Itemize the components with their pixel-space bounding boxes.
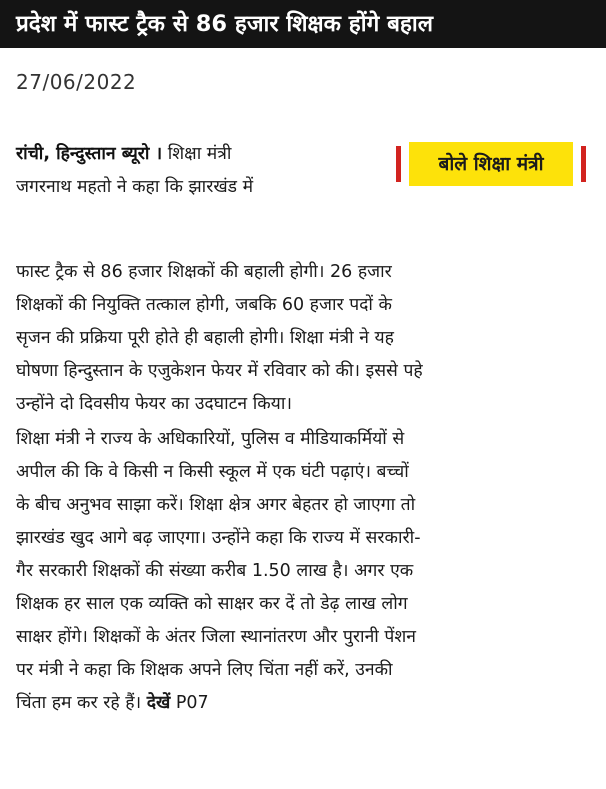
paragraph-last-line [16,687,596,720]
intro-line-rest: शिक्षा मंत्री [162,144,232,164]
paragraph-line: घोषणा हिन्दुस्तान के एजुकेशन फेयर में रविवार को की। इससे पहे [16,361,423,381]
paragraph-line: शिक्षा मंत्री ने राज्य के अधिकारियों, पुलिस व मीडियाकर्मियों से [16,429,405,449]
paragraph-line: पर मंत्री ने कहा कि शिक्षक अपने लिए चिंता नहीं करें, उनकी [16,660,393,680]
badge-label: बोले शिक्षा मंत्री [409,142,573,186]
column-badge [396,142,586,186]
paragraph-line: साक्षर होंगे। शिक्षकों के अंतर जिला स्थानांतरण और पुरानी पेंशन [16,627,416,647]
see-label: देखें [146,693,171,713]
paragraph-line: शिक्षक हर साल एक व्यक्ति को साक्षर कर दें तो डेढ़ लाख लोग [16,594,408,614]
paragraph-line: फास्ट ट्रैक से 86 हजार शिक्षकों की बहाली होगी। 26 हजार [16,262,392,282]
intro-line [16,138,376,171]
paragraph-line: के बीच अनुभव साझा करें। शिक्षा क्षेत्र अगर बेहतर हो जाएगा तो [16,495,416,515]
intro-text [16,138,376,204]
paragraph-line: गैर सरकारी शिक्षकों की संख्या करीब 1.50 लाख है। अगर एक [16,561,414,581]
paragraph-line: शिक्षकों की नियुक्ति तत्काल होगी, जबकि 60 हजार पदों के [16,295,392,315]
badge-right-bar [581,146,586,182]
paragraph-2 [16,423,596,720]
badge-left-bar [396,146,401,182]
paragraph-1 [16,256,596,421]
paragraph-line: उन्होंने दो दिवसीय फेयर का उदघाटन किया। [16,394,292,414]
paragraph-line: झारखंड खुद आगे बढ़ जाएगा। उन्होंने कहा कि राज्य में सरकारी- [16,528,421,548]
paragraph-last-text: चिंता हम कर रहे हैं। [16,693,147,713]
page-reference: P07 [170,693,209,713]
headline: प्रदेश में फास्ट ट्रैक से 86 हजार शिक्षक होंगे बहाल [0,0,606,48]
publish-date: 27/06/2022 [16,70,137,94]
dateline: रांची, हिन्दुस्तान ब्यूरो । [16,144,163,164]
paragraph-line: अपील की कि वे किसी न किसी स्कूल में एक घंटी पढ़ाएं। बच्चों [16,462,409,482]
intro-line: जगरनाथ महतो ने कहा कि झारखंड में [16,177,254,197]
paragraph-line: सृजन की प्रक्रिया पूरी होते ही बहाली होगी। शिक्षा मंत्री ने यह [16,328,394,348]
